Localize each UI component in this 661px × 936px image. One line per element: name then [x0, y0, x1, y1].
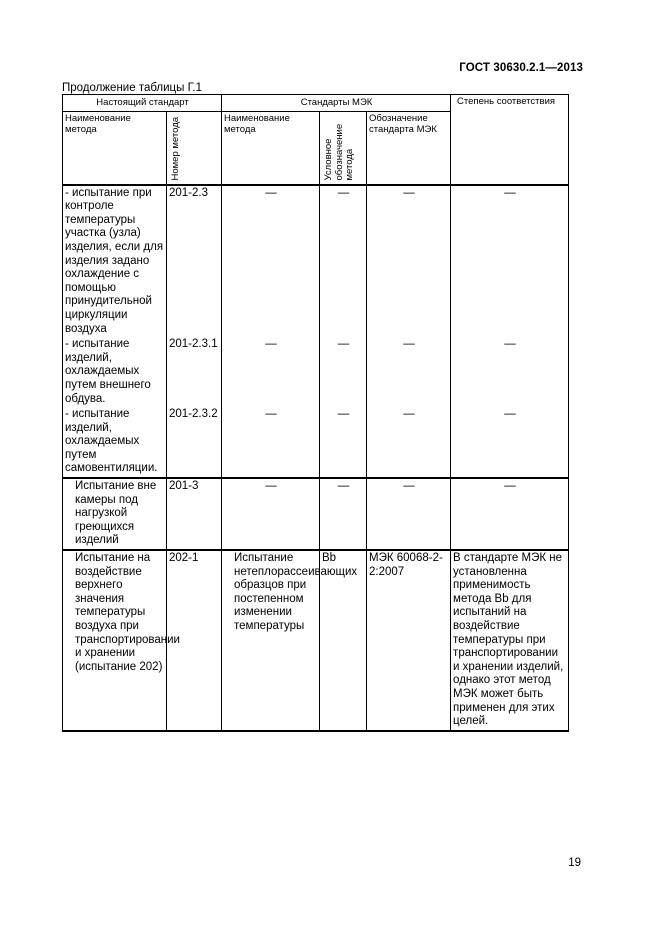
- header-method-name: Наименование метода: [63, 111, 167, 185]
- header-conformity: Степень соответствия: [451, 95, 569, 185]
- header-iec-designation: Обозначение стандарта МЭК: [367, 111, 451, 185]
- method-name-cell: - испытание при контроле температуры участка (узла) изделия, если для изделия задано охлаждение с помощью принудительной циркуляции воздуха: [63, 185, 167, 338]
- page-number: 19: [568, 857, 581, 869]
- conformity-cell: —: [451, 337, 569, 407]
- header-national-standard: Настоящий стандарт: [63, 95, 222, 112]
- document-code: ГОСТ 30630.2.1—2013: [459, 62, 583, 74]
- header-method-symbol: Условное обозначение метода: [320, 111, 367, 185]
- method-symbol-cell: Bb: [320, 550, 367, 731]
- table-row: [63, 185, 569, 338]
- method-symbol-cell: —: [320, 337, 367, 407]
- table-row: [63, 550, 569, 731]
- iec-designation-cell: —: [367, 478, 451, 550]
- header-method-number: Номер метода: [167, 111, 222, 185]
- iec-method-name-cell: —: [222, 478, 320, 550]
- table-caption: Продолжение таблицы Г.1: [62, 82, 203, 94]
- method-name-cell: Испытание на воздействие верхнего значения температуры воздуха при транспортировании и хранении (испытание 202): [63, 550, 167, 731]
- conformity-cell: —: [451, 185, 569, 338]
- method-number-cell: 201-2.3.2: [167, 407, 222, 478]
- comparison-table: [62, 94, 569, 732]
- table-row: [63, 478, 569, 550]
- iec-designation-cell: —: [367, 185, 451, 338]
- table-row: [63, 337, 569, 407]
- iec-method-name-cell: —: [222, 185, 320, 338]
- method-number-cell: 201-2.3: [167, 185, 222, 338]
- method-symbol-cell: —: [320, 478, 367, 550]
- conformity-cell: В стандарте МЭК не установленна применимость метода Bb для испытаний на воздействие температуры при транспортировании и хранении изделий, однако этот метод МЭК может быть применен для этих целей.: [451, 550, 569, 731]
- header-iec-standards: Стандарты МЭК: [222, 95, 451, 112]
- method-number-cell: 201-3: [167, 478, 222, 550]
- iec-designation-cell: МЭК 60068-2-2:2007: [367, 550, 451, 731]
- method-number-cell: 201-2.3.1: [167, 337, 222, 407]
- method-name-cell: - испытание изделий, охлаждаемых путем внешнего обдува.: [63, 337, 167, 407]
- method-name-cell: Испытание вне камеры под нагрузкой греющихся изделий: [63, 478, 167, 550]
- method-symbol-cell: —: [320, 185, 367, 338]
- header-iec-method-name: Наименование метода: [222, 111, 320, 185]
- iec-designation-cell: —: [367, 337, 451, 407]
- conformity-cell: —: [451, 478, 569, 550]
- method-number-cell: 202-1: [167, 550, 222, 731]
- method-name-cell: - испытание изделий, охлаждаемых путем самовентиляции.: [63, 407, 167, 478]
- iec-method-name-cell: —: [222, 407, 320, 478]
- header-group-row: [63, 95, 569, 112]
- iec-method-name-cell: Испытание нетеплорассеивающих образцов при постепенном изменении температуры: [222, 550, 320, 731]
- iec-method-name-cell: —: [222, 337, 320, 407]
- method-symbol-cell: —: [320, 407, 367, 478]
- conformity-cell: —: [451, 407, 569, 478]
- iec-designation-cell: —: [367, 407, 451, 478]
- table-row: [63, 407, 569, 478]
